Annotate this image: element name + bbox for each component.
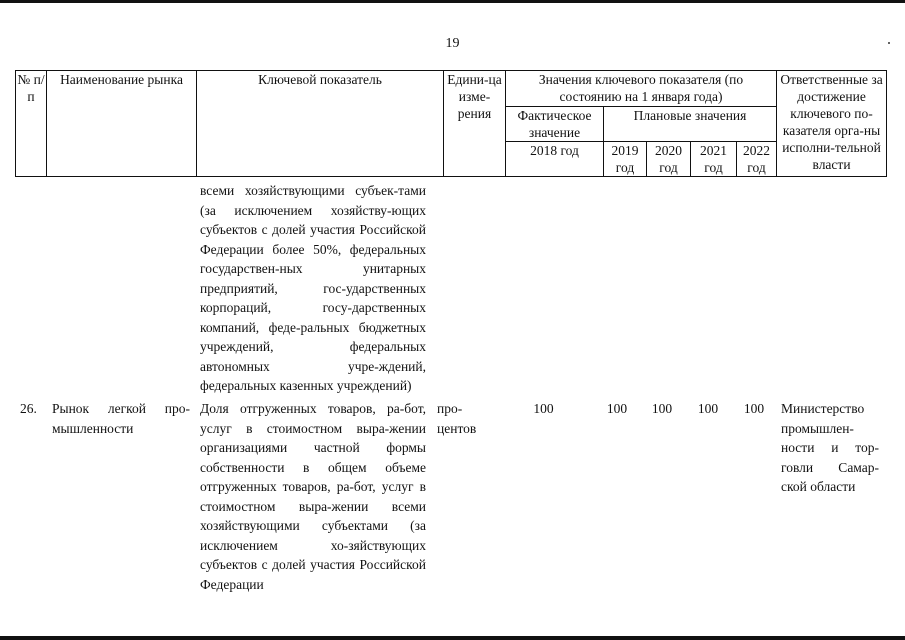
row-26-value-2018: 100	[533, 401, 554, 416]
header-indicator: Ключевой показатель	[197, 71, 444, 177]
header-year-2020: 2020 год	[647, 142, 691, 177]
row-26-num: 26.	[20, 401, 37, 416]
row-26-responsible: Министерство промышлен-ности и тор-говли Самар-ской области	[781, 401, 879, 494]
header-num: № п/п	[16, 71, 47, 177]
header-year-2022: 2022 год	[737, 142, 777, 177]
header-values-group: Значения ключевого показателя (по состоянию на 1 января года)	[506, 71, 777, 107]
header-market: Наименование рынка	[47, 71, 197, 177]
bottom-border	[0, 636, 905, 640]
header-year-2021: 2021 год	[691, 142, 737, 177]
row-26-value-2020: 100	[651, 401, 673, 416]
table-header	[15, 70, 887, 177]
top-border	[0, 0, 905, 3]
header-year-2018: 2018 год	[506, 142, 604, 177]
row-26-indicator-text: Доля отгруженных товаров, ра-бот, услуг в стоимостном выра-жении организациями частной формы собственности в общем объеме отгруженных товаров, ра-бот, услуг в стоимостном выра-жении всеми хозяйствующими субъектами (за исключением хо-зяйствующих субъектов с долей участия Российской Федерации	[200, 401, 426, 592]
header-fact: Фактическое значение	[506, 107, 604, 142]
row-26-value-2021: 100	[697, 401, 719, 416]
row-26-unit: про-центов	[437, 401, 477, 436]
header-responsible: Ответственные за достижение ключевого по-казателя орга-ны исполни-тельной власти	[777, 71, 887, 177]
page-number: 19	[445, 36, 460, 51]
row-26-market: Рынок легкой про-мышленности	[52, 401, 190, 436]
row-26-value-2022: 100	[743, 401, 765, 416]
header-unit: Едини-ца изме-рения	[444, 71, 506, 177]
continuation-indicator-text: всеми хозяйствующими субъек-тами (за исключением хозяйству-ющих субъектов с долей участия Российской Федерации более 50%, федеральных государствен-ных унитарных предприятий, гос-ударственных корпораций, госу-дарственных компаний, феде-ральных бюджетных учреждений, федеральных автономных учре-ждений, федеральных казенных учреждений)	[200, 183, 426, 393]
row-26-value-2019: 100	[606, 401, 628, 416]
header-year-2019: 2019 год	[604, 142, 647, 177]
header-planned: Плановые значения	[604, 107, 777, 142]
